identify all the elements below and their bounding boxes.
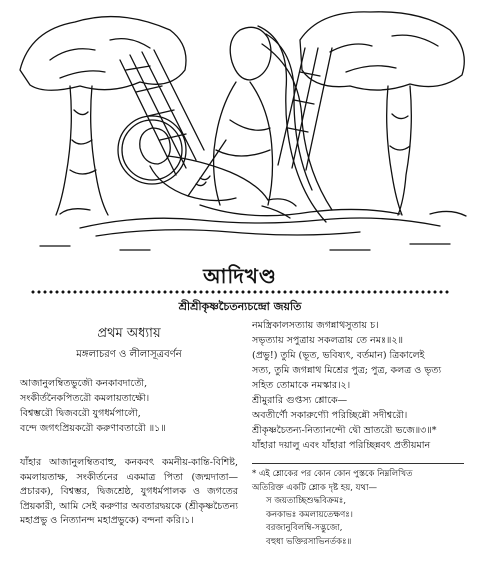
invocation-line: শ্রীশ্রীকৃষ্ণচৈতন্যচন্দ্রো জয়তি [178, 300, 302, 313]
right-line: সভৃত্যায় সপুত্রায় সকলত্রায় তে নমঃ॥২॥ [252, 335, 403, 346]
mother-child-illustration [0, 0, 480, 262]
footnote-line: * এই শ্লোকের পর কোন কোন পুস্তকে নিম্নলিখিত [252, 469, 413, 479]
right-line: (প্রভু!) তুমি (ভূত, ভবিষ্যৎ, বর্তমান) ত্রিকালেই [252, 350, 425, 361]
verse-line: বিশ্বম্ভরৌ দ্বিজবরৌ যুগধর্মপালৌ, [20, 408, 141, 419]
footnote-verse-line: কনকাভঃ কমলায়তেক্ষণঃ। [266, 509, 353, 520]
right-column [252, 318, 464, 549]
right-line: সত্য, তুমি জগন্নাথ মিশ্রের পুত্র; পুত্র, কলত্র ও ভৃত্য [252, 365, 442, 376]
right-line: সহিত তোমাকে নমস্কার।২। [252, 380, 351, 391]
right-line: যাঁহারা দয়ালু এবং যাঁহারা পরিচ্ছিন্নবৎ প্রতীয়মান [252, 440, 431, 451]
verse-one [20, 376, 238, 436]
footnote-divider [252, 463, 464, 464]
right-line: নমস্ত্রিকালসত্যায় জগন্নাথসুতায় চ। [252, 320, 379, 331]
footnote-verse-line: স জয়তাচ্ছিশুদ্ধবিক্রমঃ, [266, 496, 347, 506]
chapter-subtitle: মঙ্গলাচরণ ও লীলাসূত্রবর্ণন [76, 349, 182, 360]
right-line: অবতীর্ণৌ সকারুণ্যৌ পরিচ্ছিন্নৌ সদীশ্বরৌ। [252, 410, 408, 421]
footnote-line: অতিরিক্ত একটি শ্লোক দৃষ্ট হয়, যথা— [252, 482, 378, 493]
verse-line: বন্দে জগৎপ্রিয়করৌ করুণাবতারৌ ॥১॥ [20, 423, 166, 434]
right-line: শ্রীমুরারি গুপ্তস্য শ্লোকে— [252, 395, 348, 406]
chapter-title: প্রথম অধ্যায় [97, 326, 161, 341]
ornamental-divider [30, 289, 450, 297]
verse-line: সংকীর্তনৈকপিতরৌ কমলায়তাক্ষৌ। [20, 393, 150, 404]
footnote [252, 468, 464, 549]
footnote-verse-line: বহুধা ভক্তিরসাভিনর্তকঃ॥ [266, 536, 352, 547]
section-title: আদিখণ্ড [203, 264, 277, 288]
left-column [20, 318, 238, 529]
footnote-verse-line: বরজানুবিলম্বি-সদ্ভুজো, [266, 523, 343, 533]
right-line: শ্রীকৃষ্ণচৈতন্য-নিত্যানন্দৌ দ্বৌ ভ্রাতরৌ ভজে॥৩॥* [252, 425, 437, 436]
verse-one-commentary: যাঁহার আজানুলম্বিতবাহু, কনকবৎ কমনীয়-কান্তি-বিশিষ্ট, কমলায়তাক্ষ, সংকীর্তনের একমাত্র পিতা (জন্মদাতা—প্রচারক), বিশ্বম্ভর, দ্বিজশ্রেষ্ঠ, যুগধর্মপালক ও জগতের প্রিয়কারী, আমি সেই করুণার অবতারদ্বয়কে (শ্রীকৃষ্ণচৈতন্য মহাপ্রভু ও নিত্যানন্দ মহাপ্রভুকে) বন্দনা করি।১। [20, 457, 238, 526]
verse-line: আজানুলম্বিতভুজৌ কনকাবদাতৌ, [20, 378, 148, 389]
